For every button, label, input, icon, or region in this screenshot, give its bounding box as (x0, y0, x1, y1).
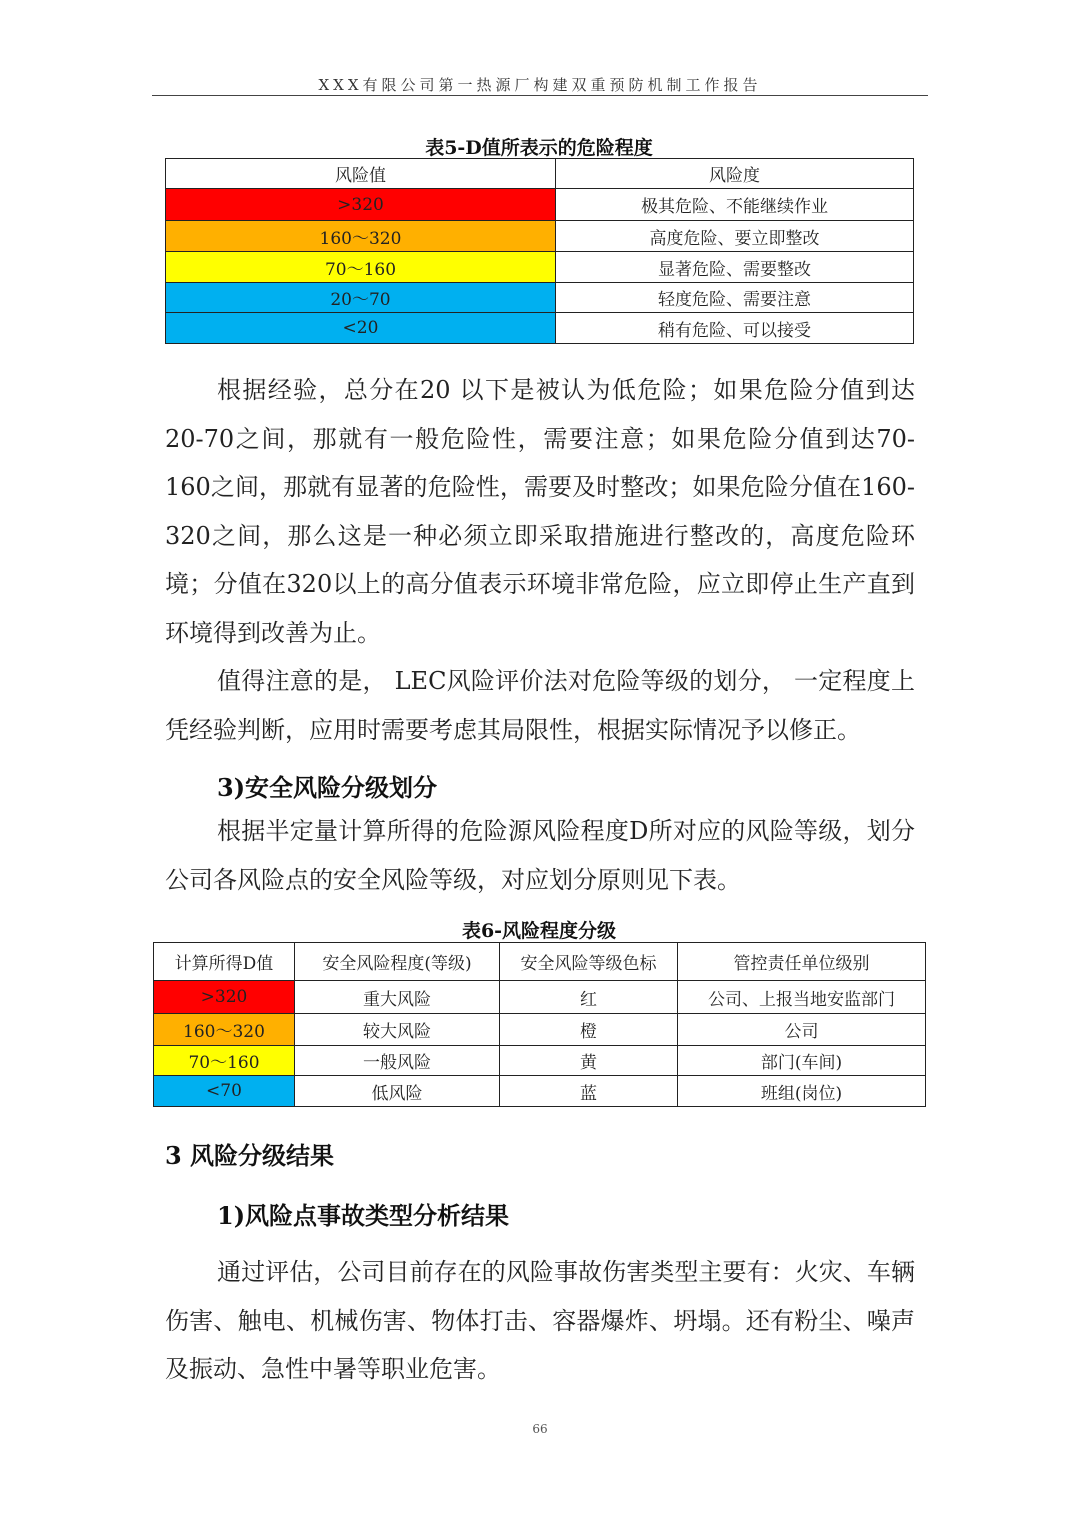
table6-level-cell: 重大风险 (295, 981, 500, 1014)
paragraph-accident-types: 通过评估，公司目前存在的风险事故伤害类型主要有：火灾、车辆伤害、触电、机械伤害、物体打击、容器爆炸、坍塌。还有粉尘、噪声及振动、急性中暑等职业危害。 (165, 1258, 915, 1383)
table5-degree-cell: 高度危险、要立即整改 (556, 221, 914, 252)
table6-value-cell: <70 (154, 1076, 295, 1107)
table6-color-label-cell: 黄 (500, 1046, 678, 1076)
table6-header-level: 安全风险程度(等级) (295, 943, 500, 981)
table6-unit-cell: 班组(岗位) (678, 1076, 926, 1107)
page-header: XXX有限公司第一热源厂构建双重预防机制工作报告 (318, 76, 762, 94)
table6-header-d-value: 计算所得D值 (154, 943, 295, 981)
table6-header-unit: 管控责任单位级别 (678, 943, 926, 981)
table-row (166, 283, 914, 313)
section-3-subtitle: 1)风险点事故类型分析结果 (217, 1201, 510, 1230)
body-text-block-2 (165, 807, 915, 904)
table5-degree-cell: 轻度危险、需要注意 (556, 283, 914, 313)
page-number: 66 (532, 1422, 548, 1436)
table5-value-cell: <20 (166, 313, 556, 344)
table5-degree-cell: 稍有危险、可以接受 (556, 313, 914, 344)
paragraph-risk-score: 根据经验，总分在20 以下是被认为低危险；如果危险分值到达20-70之间，那就有一般危险性，需要注意；如果危险分值到达70-160之间，那就有显著的危险性，需要及时整改；如果危险分值在160-320之间，那么这是一种必须立即采取措施进行整改的，高度危险环境；分值在320以上的高分值表示环境非常危险，应立即停止生产直到环境得到改善为止。 (165, 376, 915, 647)
table5-value-cell: 160～320 (166, 221, 556, 252)
table6-value-cell: 70～160 (154, 1046, 295, 1076)
table5-degree-cell: 显著危险、需要整改 (556, 252, 914, 283)
body-text-block-3 (165, 1248, 915, 1394)
table6-unit-cell: 部门(车间) (678, 1046, 926, 1076)
table5-header-value: 风险值 (166, 159, 556, 189)
table-row (154, 981, 926, 1014)
section-3-title: 3 风险分级结果 (165, 1141, 335, 1170)
paragraph-classification: 根据半定量计算所得的危险源风险程度D所对应的风险等级，划分公司各风险点的安全风险等级，对应划分原则见下表。 (165, 817, 915, 894)
table5 (165, 158, 914, 344)
table6-color-label-cell: 红 (500, 981, 678, 1014)
table6-level-cell: 较大风险 (295, 1014, 500, 1046)
table-row (154, 1046, 926, 1076)
table-row (154, 1014, 926, 1046)
table6-color-label-cell: 橙 (500, 1014, 678, 1046)
table6-level-cell: 一般风险 (295, 1046, 500, 1076)
table6-caption: 表6-风险程度分级 (461, 920, 617, 942)
table6-unit-cell: 公司 (678, 1014, 926, 1046)
table6-color-label-cell: 蓝 (500, 1076, 678, 1107)
table5-degree-cell: 极其危险、不能继续作业 (556, 189, 914, 221)
table6-header-color: 安全风险等级色标 (500, 943, 678, 981)
table6-value-cell: 160～320 (154, 1014, 295, 1046)
table5-value-cell: 20～70 (166, 283, 556, 313)
header-rule (152, 95, 928, 96)
table6 (153, 942, 926, 1107)
table6-value-cell: >320 (154, 981, 295, 1014)
table6-unit-cell: 公司、上报当地安监部门 (678, 981, 926, 1014)
heading-safety-risk-classification: 3)安全风险分级划分 (217, 773, 438, 802)
body-text-block-1 (165, 366, 915, 754)
table5-header-degree: 风险度 (556, 159, 914, 189)
table5-value-cell: >320 (166, 189, 556, 221)
table-row (166, 252, 914, 283)
table-row (166, 313, 914, 344)
table5-value-cell: 70～160 (166, 252, 556, 283)
table6-level-cell: 低风险 (295, 1076, 500, 1107)
paragraph-lec-note: 值得注意的是， LEC风险评价法对危险等级的划分， 一定程度上凭经验判断，应用时需要考虑其局限性，根据实际情况予以修正。 (165, 667, 915, 744)
table-row (166, 221, 914, 252)
table5-caption: 表5-D值所表示的危险程度 (425, 137, 653, 159)
table-row (154, 1076, 926, 1107)
table-row (166, 189, 914, 221)
